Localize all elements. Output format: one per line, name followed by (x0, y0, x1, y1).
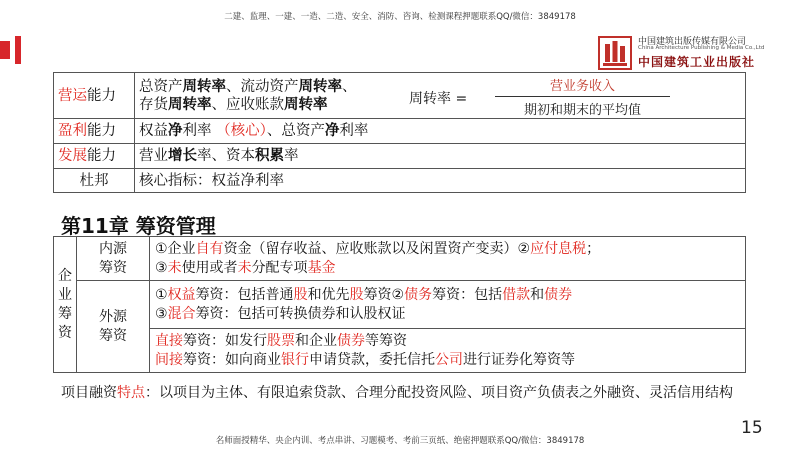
text-segment: 基金 (307, 259, 336, 276)
text-segment: 筹资：包括 (432, 286, 503, 303)
external-content-2 (150, 329, 746, 373)
label-line: 筹资 (99, 259, 127, 276)
text-segment: 公司 (435, 351, 463, 368)
text-segment: 应付息税 (530, 240, 587, 257)
text-segment: 股 (293, 286, 308, 303)
publisher-name-calligraphy: 中国建筑工业出版社 (638, 55, 756, 69)
text-segment: 等筹资 (365, 332, 407, 349)
text-segment: 利率 (182, 123, 217, 139)
text-segment: 股 (349, 286, 364, 303)
text-segment: 项目融资 (61, 385, 117, 401)
text-segment: 使用或者 (181, 259, 238, 276)
label-line: 资 (58, 324, 72, 341)
text-segment: 债券 (544, 286, 573, 303)
row-content (135, 119, 746, 144)
external-label (77, 281, 150, 373)
page-number: 15 (741, 418, 763, 438)
financing-table (53, 236, 746, 373)
text-segment: 周转率 (298, 78, 342, 95)
text-segment: 和优先 (307, 286, 350, 303)
text-segment: 、总资产 (266, 123, 325, 139)
table-row (54, 119, 746, 144)
red-accent-bar-2 (15, 36, 21, 64)
text-segment: 率、资本 (197, 148, 255, 164)
footer-banner-text: 名师面授精华、央企内训、考点串讲、习题模考、考前三页纸、绝密押题联系QQ/微信：3849178 (215, 436, 585, 446)
chapter-title: 第11章 筹资管理 (61, 214, 216, 238)
text-segment: 存货 (139, 96, 168, 113)
formula-denominator: 期初和期末的平均值 (523, 103, 641, 118)
fraction-line (495, 96, 670, 97)
text-segment: 资金（留存收益、应收账款以及闲置资产变卖）② (223, 240, 531, 257)
text-segment: 债务 (404, 286, 433, 303)
row-label: 发展能力 (54, 144, 135, 169)
text-segment: 筹资：包括普通 (195, 286, 294, 303)
text-segment: 筹资：如向商业 (183, 351, 281, 368)
table-row (54, 169, 746, 193)
project-financing-text (61, 384, 751, 403)
text-segment: 分配专项 (251, 259, 308, 276)
text-segment: 筹资：如发行 (183, 332, 267, 349)
text-segment: ① (155, 286, 168, 303)
publisher-name: 中国建筑出版传媒有限公司 (638, 37, 747, 47)
side-label-text (54, 267, 76, 343)
text-segment: ①企业 (155, 240, 196, 257)
text-segment: 、流动资产 (226, 78, 299, 95)
text-segment: 、应收账款 (211, 96, 284, 113)
text-segment: 利率 (339, 123, 369, 139)
text-segment: 、 (342, 78, 357, 95)
red-accent-bar (0, 41, 10, 59)
table-row (54, 144, 746, 169)
text-segment: 权益 (139, 123, 168, 139)
text-segment: 混合 (167, 305, 196, 322)
turnover-formula (495, 75, 670, 118)
publisher-logo-icon (597, 35, 633, 71)
text-segment: 未 (167, 259, 182, 276)
text-segment: 积累 (255, 148, 284, 164)
text-segment: ③ (155, 259, 168, 276)
text-segment: 总资产 (139, 78, 183, 95)
formula-numerator: 营业务收入 (549, 79, 615, 94)
formula-label: 周转率 = (409, 91, 468, 107)
text-segment: 筹资② (363, 286, 405, 303)
text-segment: 营业 (139, 148, 168, 164)
label-line: 业 (58, 286, 72, 303)
text-segment: 自有 (195, 240, 224, 257)
text-segment: 周转率 (182, 78, 226, 95)
text-segment: 核心指标：权益净利率 (139, 172, 284, 189)
table-row (54, 237, 746, 281)
text-segment: 率 (284, 148, 299, 164)
text-segment: 进行证券化筹资等 (463, 351, 575, 368)
table-row (54, 329, 746, 373)
text-segment: 增长 (168, 148, 197, 164)
label-line: 企 (58, 267, 72, 284)
label-line: 外源 (99, 308, 127, 325)
text-segment: ：以项目为主体、有限追索贷款、合理分配投资风险、项目资产负债表之外融资、灵活信用结构 (145, 385, 733, 401)
side-label (54, 237, 77, 373)
text-segment: 银行 (281, 351, 309, 368)
text-segment: 申请贷款，委托信托 (309, 351, 435, 368)
row-label: 杜邦 (54, 169, 135, 193)
text-segment: 和企业 (295, 332, 337, 349)
text-segment: 债券 (337, 332, 365, 349)
label-line: 内源 (99, 240, 127, 257)
internal-content (150, 237, 746, 281)
row-label: 营运能力 (54, 73, 135, 119)
text-segment: 间接 (155, 351, 183, 368)
row-content (135, 169, 746, 193)
text-segment: ③ (155, 305, 168, 322)
label-line: 筹资 (99, 327, 127, 344)
row-content (135, 144, 746, 169)
text-segment: ； (586, 240, 601, 257)
text-segment: 特点 (117, 385, 145, 401)
text-segment: 净 (324, 123, 340, 139)
text-segment: 借款 (502, 286, 531, 303)
text-segment: 净 (168, 123, 183, 139)
table-row (54, 281, 746, 329)
external-content-1 (150, 281, 746, 329)
text-segment: 和 (530, 286, 545, 303)
text-segment: 未 (237, 259, 252, 276)
text-segment: 权益 (167, 286, 196, 303)
text-segment: 股票 (267, 332, 295, 349)
header-banner-text: 二建、监理、一建、一造、二造、安全、消防、咨询、检测课程押题联系QQ/微信：3849178 (224, 12, 576, 22)
publisher-name-en: China Architecture Publishing & Media Co.,Ltd (638, 45, 765, 51)
text-segment: 筹资：包括可转换债券和认股权证 (195, 305, 406, 322)
internal-label (77, 237, 150, 281)
text-segment: 周转率 (168, 96, 212, 113)
text-segment: 周转率 (284, 96, 328, 113)
text-segment: 直接 (155, 332, 183, 349)
text-segment: （核心） (216, 123, 267, 139)
row-label: 盈利能力 (54, 119, 135, 144)
label-line: 筹 (58, 305, 72, 322)
